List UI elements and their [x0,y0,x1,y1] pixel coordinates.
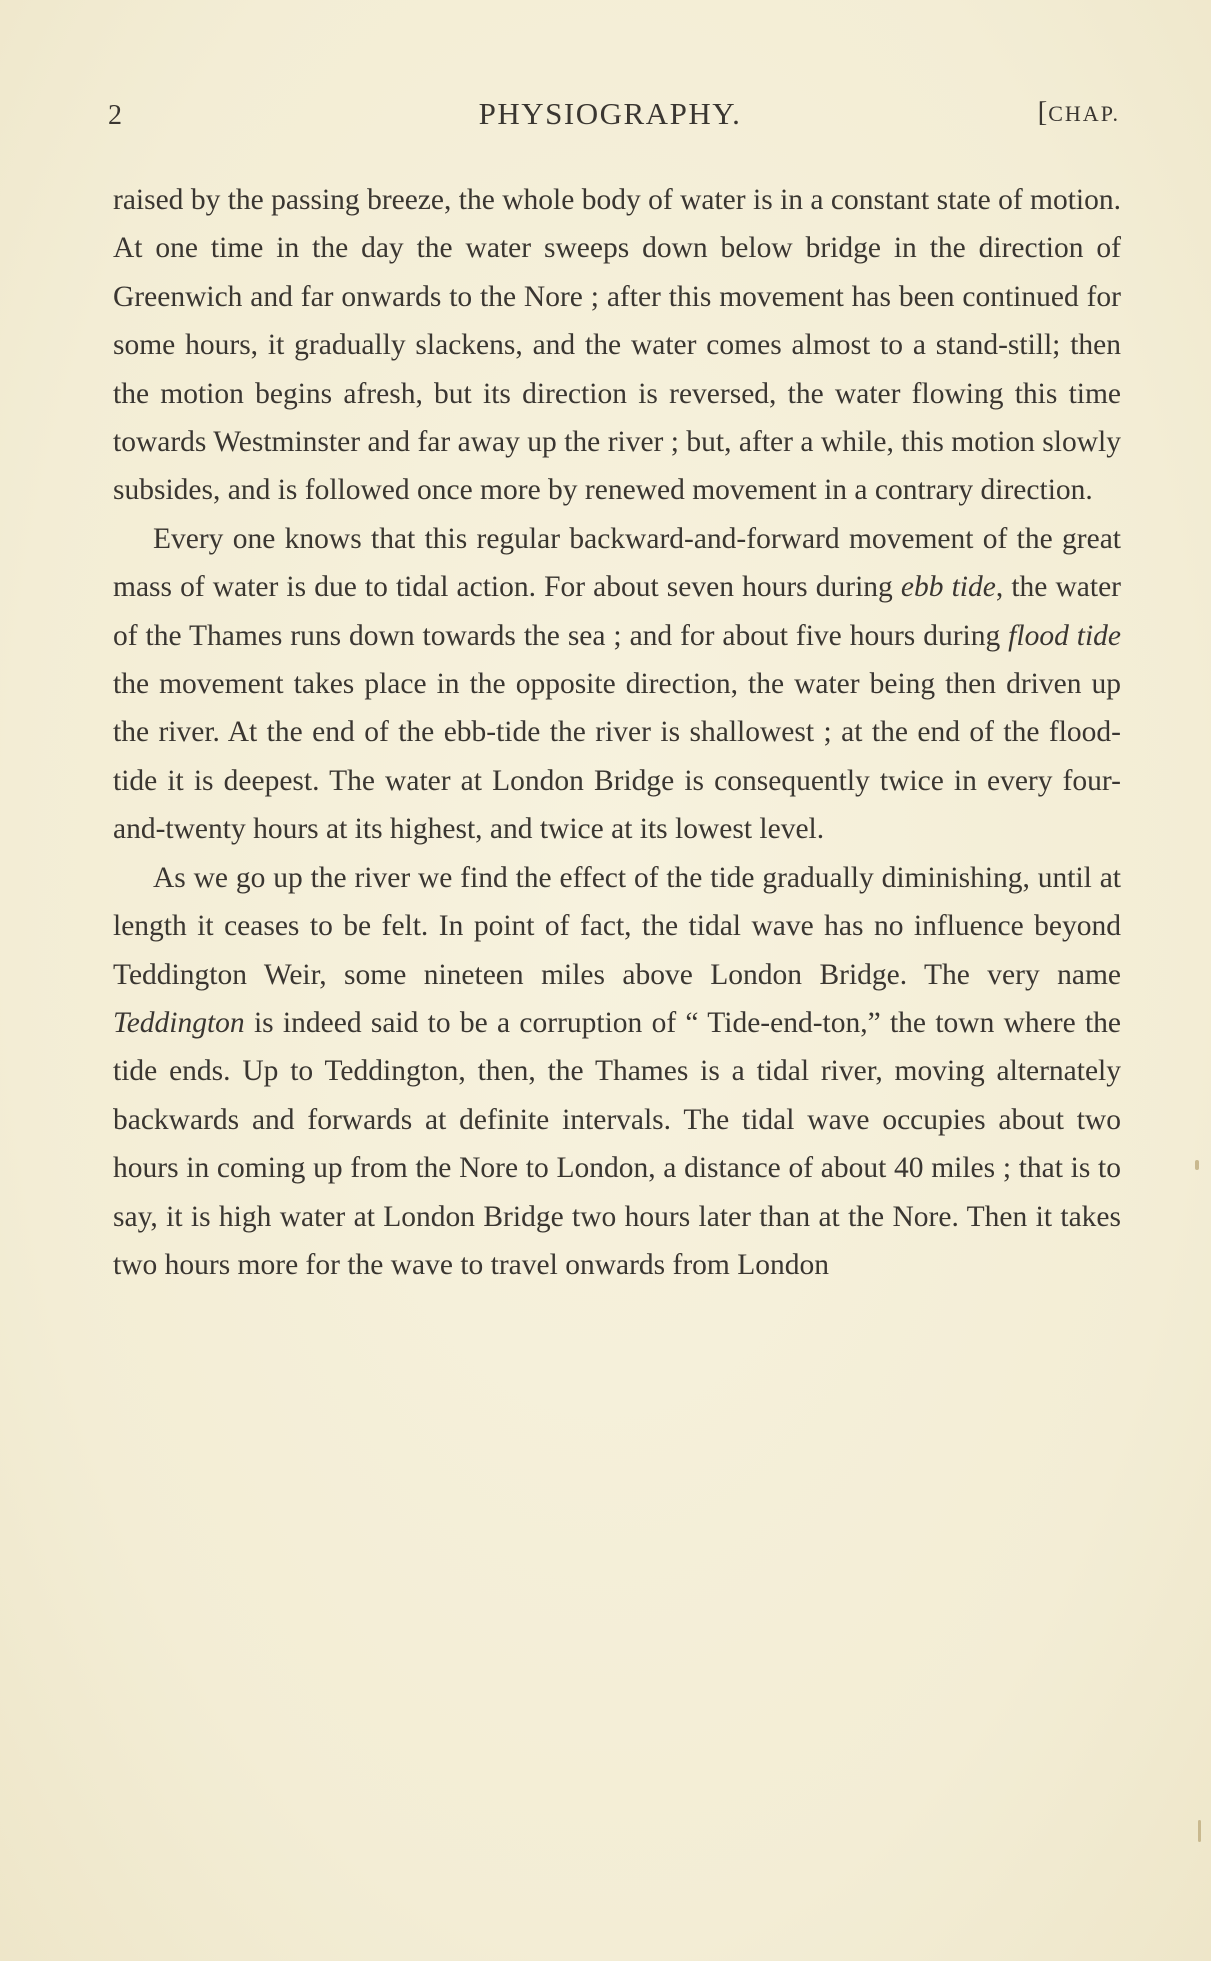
paragraph-text: As we go up the river we find the effect of the tide gradually diminishing, until at length it ceases to be felt. In point of fact, the tidal wave has no influence beyond Teddington Weir, some nineteen miles above London Bridge. The very name [113,861,1121,991]
running-title: PHYSIOGRAPHY. [478,96,742,131]
paragraph-text: Every one knows that this regular backward-and-forward movement of the great mass of water is due to tidal action. For about seven hours during [113,522,1121,604]
paragraph-3 [113,854,1121,1290]
page-number: 2 [108,100,123,131]
paragraph-2 [113,515,1121,854]
chapter-label: CHAP. [1048,101,1120,126]
paragraph-text: the movement takes place in the opposite direction, the water being then driven up the river. At the end of the ebb-tide the river is shallowest ; at the end of the flood-tide it is deepest. The water at London Bridge is consequently twice in every four-and-twenty hours at its highest, and twice at its lowest level. [113,668,1121,846]
paper-speck [1195,1160,1199,1170]
italic-term-teddington: Teddington [113,1006,245,1039]
paragraph-text: , the water of the Thames runs down towards the sea ; and for about five hours during [113,571,1121,652]
italic-term-flood-tide: flood tide [1008,619,1121,652]
italic-term-ebb-tide: ebb tide [900,571,996,604]
paper-speck [1198,1820,1201,1842]
body-text [113,176,1121,1289]
running-head [100,96,1120,136]
chapter-mark [1038,96,1120,129]
paragraph-text: is indeed said to be a corruption of “ Tide-end-ton,” the town where the tide ends. Up to Teddington, then, the Thames is a tidal river, moving alternately backwards and forwards at definite intervals. The tidal wave occupies about two hours in coming up from the Nore to London, a distance of about 40 miles ; that is to say, it is high water at London Bridge two hours later than at the Nore. Then it takes two hours more for the wave to travel onwards from London [113,1006,1121,1281]
chapter-bracket: [ [1037,96,1049,128]
paragraph-text: raised by the passing breeze, the whole body of water is in a constant state of motion. At one time in the day the water sweeps down below bridge in the direction of Greenwich and far onwards to the Nore ; after this movement has been continued for some hours, it gradually slackens, and the water comes almost to a stand-still; then the motion begins afresh, but its direction is reversed, the water flowing this time towards Westminster and far away up the river ; but, after a while, this motion slowly subsides, and is followed once more by renewed movement in a contrary direction. [113,184,1121,507]
paragraph-1 [113,176,1121,515]
